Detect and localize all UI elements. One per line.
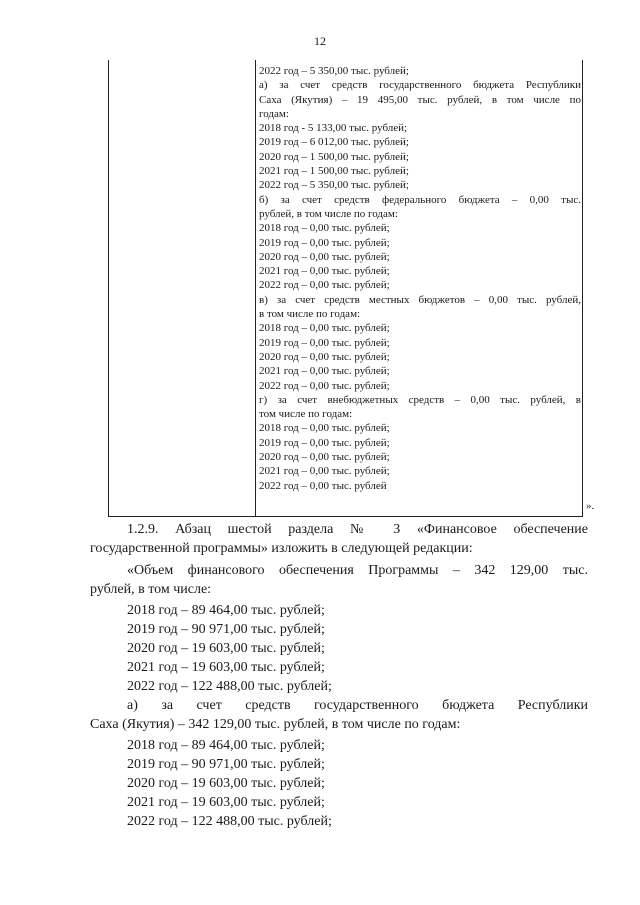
table-line: 2019 год – 0,00 тыс. рублей;	[259, 436, 390, 449]
year-amount-line: 2022 год – 122 488,00 тыс. рублей;	[127, 814, 332, 829]
table-line: 2022 год – 5 350,00 тыс. рублей;	[259, 179, 409, 192]
table-line: 2020 год – 0,00 тыс. рублей;	[259, 350, 390, 363]
table-line: 2020 год – 0,00 тыс. рублей;	[259, 250, 390, 263]
table-cell-funding-details	[259, 64, 581, 493]
year-amount-line: 2018 год – 89 464,00 тыс. рублей;	[127, 603, 325, 618]
volume-paragraph	[90, 561, 588, 599]
table-line: 2018 год - 5 133,00 тыс. рублей;	[259, 122, 408, 135]
table-column-divider	[255, 60, 256, 516]
year-amount-line: 2021 год – 19 603,00 тыс. рублей;	[127, 660, 325, 675]
closing-quote: ».	[586, 500, 595, 512]
table-line: в том числе по годам:	[259, 308, 361, 321]
table-line: а) за счет средств государственного бюджета Республики	[259, 79, 581, 92]
paragraph-line: 1.2.9. Абзац шестой раздела № 3 «Финансовое обеспечение	[127, 522, 588, 537]
year-amount-line: 2021 год – 19 603,00 тыс. рублей;	[127, 795, 325, 810]
paragraph-line: а) за счет средств государственного бюджета Республики	[127, 698, 588, 713]
table-line: 2019 год – 0,00 тыс. рублей;	[259, 236, 390, 249]
year-amount-line: 2020 год – 19 603,00 тыс. рублей;	[127, 641, 325, 656]
table-line: 2019 год – 6 012,00 тыс. рублей;	[259, 136, 409, 149]
table-line: 2019 год – 0,00 тыс. рублей;	[259, 336, 390, 349]
table-line: 2021 год – 0,00 тыс. рублей;	[259, 265, 390, 278]
year-amount-line: 2019 год – 90 971,00 тыс. рублей;	[127, 622, 325, 637]
section-1-2-9-paragraph	[90, 520, 588, 558]
state-budget-paragraph	[90, 696, 588, 734]
table-line: 2022 год – 0,00 тыс. рублей;	[259, 279, 390, 292]
table-line: 2018 год – 0,00 тыс. рублей;	[259, 322, 390, 335]
year-amount-line: 2019 год – 90 971,00 тыс. рублей;	[127, 757, 325, 772]
year-amount-line: 2020 год – 19 603,00 тыс. рублей;	[127, 776, 325, 791]
table-line: г) за счет внебюджетных средств – 0,00 тыс. рублей, в	[259, 393, 581, 406]
funding-table	[108, 60, 583, 517]
page-number: 12	[314, 34, 326, 48]
table-line: 2020 год – 1 500,00 тыс. рублей;	[259, 150, 409, 163]
year-amount-line: 2018 год – 89 464,00 тыс. рублей;	[127, 738, 325, 753]
table-line: 2018 год – 0,00 тыс. рублей;	[259, 422, 390, 435]
table-line: Саха (Якутия) – 19 495,00 тыс. рублей, в том числе по	[259, 93, 581, 106]
table-line: 2022 год – 5 350,00 тыс. рублей;	[259, 65, 409, 77]
year-amount-line: 2022 год – 122 488,00 тыс. рублей;	[127, 679, 332, 694]
table-line: 2021 год – 1 500,00 тыс. рублей;	[259, 165, 409, 178]
table-line: б) за счет средств федерального бюджета – 0,00 тыс.	[259, 193, 581, 206]
paragraph-line: государственной программы» изложить в следующей редакции:	[90, 541, 473, 556]
table-line: 2022 год – 0,00 тыс. рублей;	[259, 379, 390, 392]
paragraph-line: Саха (Якутия) – 342 129,00 тыс. рублей, в том числе по годам:	[90, 717, 461, 732]
table-line: 2021 год – 0,00 тыс. рублей;	[259, 365, 390, 378]
table-line: 2018 год – 0,00 тыс. рублей;	[259, 222, 390, 235]
table-line: в) за счет средств местных бюджетов – 0,00 тыс. рублей,	[259, 293, 581, 306]
table-line: годам:	[259, 107, 289, 120]
table-right-border	[582, 60, 583, 516]
table-line: 2020 год – 0,00 тыс. рублей;	[259, 451, 390, 464]
paragraph-line: «Объем финансового обеспечения Программы – 342 129,00 тыс.	[127, 563, 588, 578]
table-line: 2021 год – 0,00 тыс. рублей;	[259, 465, 390, 478]
table-line: рублей, в том числе по годам:	[259, 207, 398, 220]
table-line: том числе по годам:	[259, 408, 353, 421]
paragraph-line: рублей, в том числе:	[90, 582, 212, 597]
table-line: 2022 год – 0,00 тыс. рублей	[259, 479, 387, 492]
